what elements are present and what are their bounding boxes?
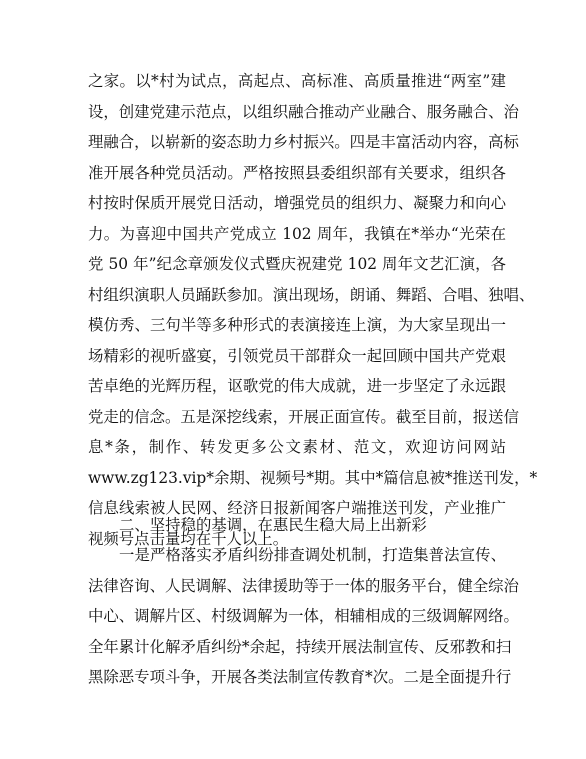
text-line: 力。为喜迎中国共产党成立 102 周年，我镇在*举办“光荣在 [88, 224, 506, 243]
text-line: 息*条，制作、转发更多公文素材、范文，欢迎访问网站 [88, 438, 506, 456]
text-line: 党走的信念。五是深挖线索，开展正面宣传。截至目前，报送信 [88, 407, 519, 426]
text-line: 场精彩的视听盛宴，引领党员干部群众一起回顾中国共产党艰 [88, 346, 506, 365]
section-heading: 二、坚持稳的基调，在惠民生稳大局上出新彩 [119, 516, 427, 534]
text-line: 村按时保质开展党日活动，增强党员的组织力、凝聚力和向心 [88, 194, 506, 212]
text-line: 视频号点击量均在千人以上。 [88, 529, 289, 548]
text-line: 党 50 年”纪念章颁发仪式暨庆祝建党 102 周年文艺汇演，各 [88, 255, 506, 273]
text-line: 设，创建党建示范点，以组织融合推动产业融合、服务融合、治 [88, 102, 519, 121]
body-paragraph-1 [88, 66, 538, 554]
text-line: 理融合，以崭新的姿态助力乡村振兴。四是丰富活动内容，高标 [88, 133, 519, 151]
text-line: 中心、调解片区、村级调解为一体，相辅相成的三级调解网络。 [88, 607, 519, 625]
text-line: 之家。以*村为试点，高起点、高标准、高质量推进“两室”建 [88, 72, 506, 90]
text-line: 全年累计化解矛盾纠纷*余起，持续开展法制宣传、反邪教和扫 [88, 637, 512, 656]
text-line: 准开展各种党员活动。严格按照县委组织部有关要求，组织各 [88, 163, 506, 182]
text-line: 法律咨询、人民调解、法律援助等于一体的服务平台，健全综治 [88, 576, 519, 595]
body-paragraph-2 [88, 540, 519, 693]
text-line: 村组织演职人员踊跃参加。演出现场，朗诵、舞蹈、合唱、独唱、 [88, 285, 535, 304]
text-line: 信息线索被人民网、经济日报新闻客户端推送刊发，产业推广 [88, 499, 506, 517]
text-line: 模仿秀、三句半等多种形式的表演接连上演，为大家呈现出一 [88, 316, 506, 334]
text-line: 苦卓绝的光辉历程，讴歌党的伟大成就，进一步坚定了永远跟 [88, 377, 506, 395]
text-line: www.zg123.vip*余期、视频号*期。其中*篇信息被*推送刊发，* [88, 468, 538, 487]
text-line: 一是严格落实矛盾纠纷排查调处机制，打造集普法宣传、 [119, 546, 506, 564]
text-line: 黑除恶专项斗争，开展各类法制宣传教育*次。二是全面提升行 [88, 668, 512, 686]
